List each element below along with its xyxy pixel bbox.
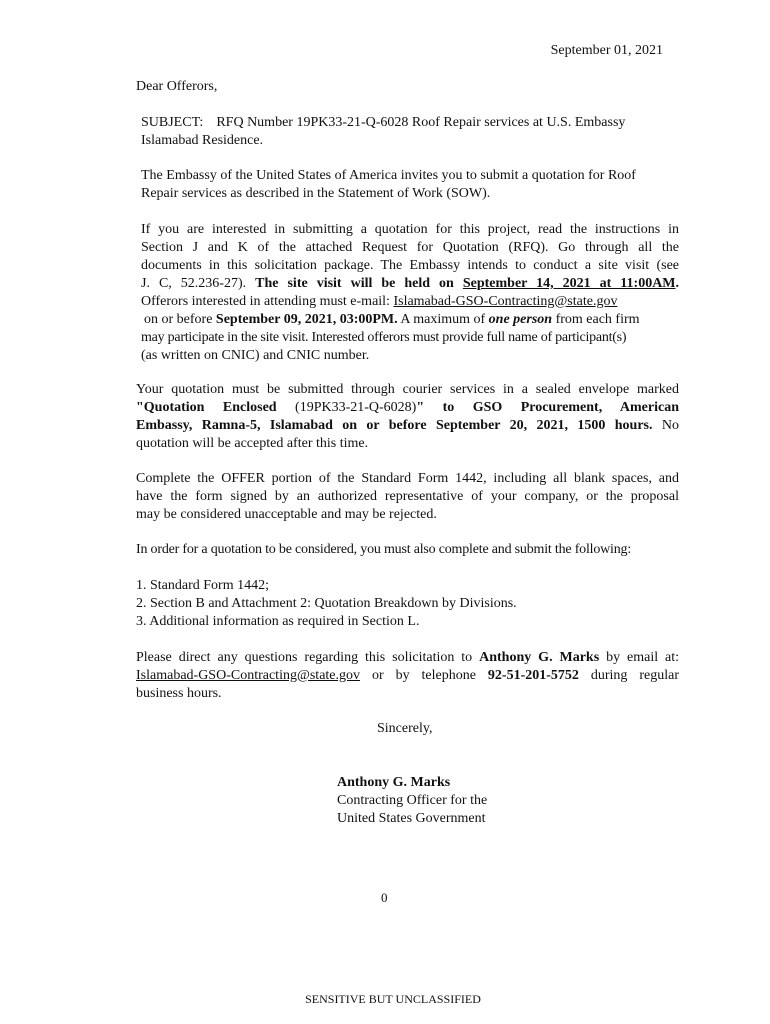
list-item: 3. Additional information as required in Section L. <box>136 614 420 629</box>
requirements-intro: In order for a quotation to be considered, you must also complete and submit the following: <box>136 542 632 557</box>
subject-line-1: RFQ Number 19PK33-21-Q-6028 Roof Repair services at U.S. Embassy <box>216 115 626 130</box>
signer-title-2: United States Government <box>337 811 486 826</box>
invitation-paragraph: The Embassy of the United States of America invites you to submit a quotation for Roof Repair services as described in the Statement of Work (SOW). <box>141 168 636 201</box>
salutation: Dear Offerors, <box>136 79 218 94</box>
list-item: 1. Standard Form 1442; <box>136 578 269 593</box>
submission-paragraph: Your quotation must be submitted through courier services in a sealed envelope marked "Quotation Enclosed (19PK33-21-Q-6028)" to GSO Procurement, American Embassy, Ramna-5, Islamabad on or before September 20, 2021, 1500 hours. No quotation will be accepted after this time. <box>136 382 679 451</box>
questions-email-link[interactable]: Islamabad-GSO-Contracting@state.gov <box>136 668 361 683</box>
contact-phone: 92-51-201-5752 <box>487 668 579 683</box>
contracting-email-link[interactable]: Islamabad-GSO-Contracting@state.gov <box>393 294 618 309</box>
signer-name: Anthony G. Marks <box>337 775 451 790</box>
offer-paragraph: Complete the OFFER portion of the Standard Form 1442, including all blank spaces, and have the form signed by an authorized representative of your company, or the proposal may be considered unacceptable and may be rejected. <box>136 471 679 522</box>
signature-block <box>337 774 487 828</box>
page-number: 0 <box>381 890 388 905</box>
classification-footer: SENSITIVE BUT UNCLASSIFIED <box>305 992 481 1006</box>
rsvp-deadline: September 09, 2021, 03:00PM. <box>215 312 398 327</box>
site-visit-paragraph: If you are interested in submitting a quotation for this project, read the instructions in Section J and K of the attached Request for Quotation (RFQ). Go through all the documents in this solicitation package. The Embassy intends to conduct a site visit (see J. C, 52.236-27). The site visit will be held on September 14, 2021 at 11:00AM. Offerors interested in attending must e-mail: Islamabad-GSO-Contracting@state.gov on or before September 09, 2021, 03:00PM. A maximum of one person from each firm may participate in the site visit. Interested offerors must provide full name of participant(s) (as written on CNIC) and CNIC number. <box>141 222 680 363</box>
site-visit-statement: The site visit will be held on <box>255 276 454 291</box>
signer-title-1: Contracting Officer for the <box>337 793 488 808</box>
letter-date: September 01, 2021 <box>550 43 663 58</box>
list-item: 2. Section B and Attachment 2: Quotation Breakdown by Divisions. <box>136 596 517 611</box>
subject-label: SUBJECT: <box>141 115 204 130</box>
closing: Sincerely, <box>377 721 433 736</box>
questions-paragraph: Please direct any questions regarding this solicitation to Anthony G. Marks by email at: Islamabad-GSO-Contracting@state.gov or by telephone 92-51-201-5752 during regular business hours. <box>136 650 680 701</box>
subject-line-2: Islamabad Residence. <box>141 133 264 148</box>
requirements-list <box>136 577 517 631</box>
contact-name: Anthony G. Marks <box>479 650 600 665</box>
site-visit-date: September 14, 2021 at 11:00AM <box>462 276 676 291</box>
subject-block <box>141 114 679 150</box>
submission-deadline: Embassy, Ramna-5, Islamabad on or before September 20, 2021, 1500 hours. <box>136 418 653 433</box>
one-person-emphasis: one person <box>488 312 553 327</box>
